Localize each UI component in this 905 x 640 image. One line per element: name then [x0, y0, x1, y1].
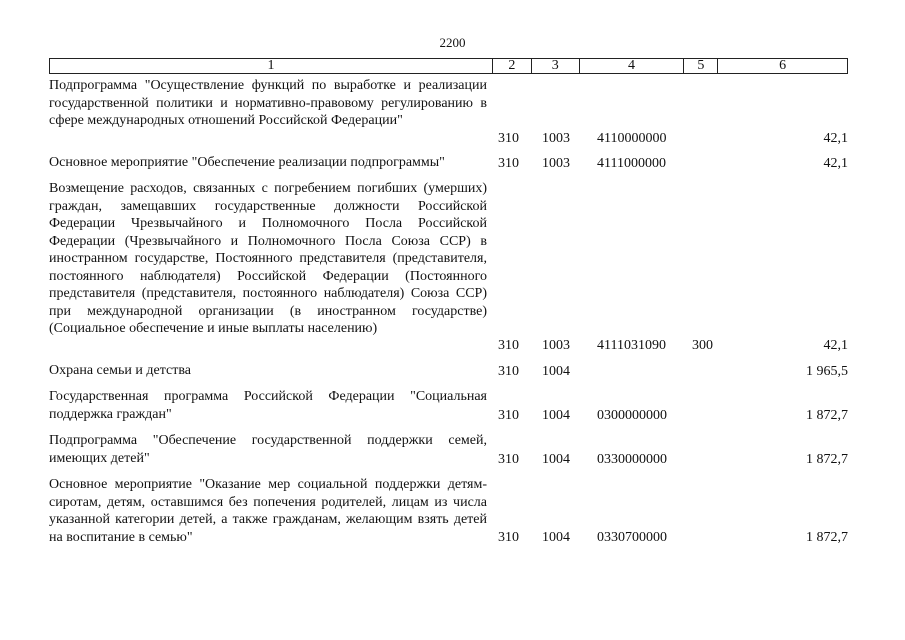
- table-row: [49, 476, 848, 546]
- table-row: [49, 154, 848, 172]
- row-description: Охрана семьи и детства: [49, 363, 191, 378]
- row-amount: 1 965,5: [806, 364, 848, 379]
- row-target-code: 4111000000: [597, 156, 666, 171]
- row-description: Подпрограмма "Осуществление функций по выработке и реализации государственной политики и нормативно-правовому регулированию в сфере международных отношений Российской Федерации": [49, 78, 487, 128]
- header-col-6: 6: [779, 58, 787, 73]
- row-target-code: 0330000000: [597, 452, 667, 467]
- row-amount: 42,1: [823, 338, 848, 353]
- row-subsection-code: 1003: [542, 131, 570, 146]
- row-section-code: 310: [498, 452, 519, 467]
- table-row: [49, 77, 848, 147]
- table-row: [49, 432, 848, 468]
- header-col-4: 4: [580, 59, 685, 73]
- row-description: Основное мероприятие "Оказание мер социальной поддержки детям-сиротам, детям, оставшимся без попечения родителей, лицам из числа указанной категории детей, а также гражданам, желающим взять детей на воспитание в семью": [49, 477, 487, 545]
- table-row: [49, 180, 848, 354]
- row-target-code: 0330700000: [597, 530, 667, 545]
- table-row: [49, 388, 848, 424]
- header-col-2: 2: [493, 59, 532, 73]
- row-amount: 1 872,7: [806, 530, 848, 545]
- row-subsection-code: 1004: [542, 530, 570, 545]
- header-col-1: 1: [50, 59, 493, 73]
- header-col-5: 5: [684, 59, 718, 73]
- row-description: Возмещение расходов, связанных с погребением погибших (умерших) граждан, замещавших государственные должности Российской Федерации Чрезвычайного и Полномочного Посла Российской Федерации (Чрезвычайного и Полномочного Посла Союза ССР) в иностранном государстве, Постоянного представителя (представителя, постоянного наблюдателя) Российской Федерации (Постоянного представителя (представителя, постоянного наблюдателя) Союза ССР) при международной организации (в иностранном государстве) (Социальное обеспечение и иные выплаты населению): [49, 181, 487, 336]
- table-row: [49, 362, 848, 380]
- row-subsection-code: 1003: [542, 338, 570, 353]
- row-section-code: 310: [498, 364, 519, 379]
- row-section-code: 310: [498, 338, 519, 353]
- row-section-code: 310: [498, 530, 519, 545]
- row-subsection-code: 1004: [542, 364, 570, 379]
- row-subsection-code: 1004: [542, 408, 570, 423]
- row-target-code: 4110000000: [597, 131, 667, 146]
- table-header: [49, 58, 848, 74]
- row-subsection-code: 1004: [542, 452, 570, 467]
- row-description: Подпрограмма "Обеспечение государственной поддержки семей, имеющих детей": [49, 433, 487, 466]
- row-expense-type: 300: [692, 338, 713, 353]
- row-subsection-code: 1003: [542, 156, 570, 171]
- row-amount: 42,1: [823, 156, 848, 171]
- row-section-code: 310: [498, 156, 519, 171]
- row-target-code: 4111031090: [597, 338, 666, 353]
- row-section-code: 310: [498, 408, 519, 423]
- row-description: Государственная программа Российской Федерации "Социальная поддержка граждан": [49, 389, 487, 422]
- header-col-3: 3: [532, 59, 580, 73]
- page-number: 2200: [439, 35, 466, 50]
- row-amount: 42,1: [823, 131, 848, 146]
- row-description: Основное мероприятие "Обеспечение реализации подпрограммы": [49, 155, 445, 170]
- row-amount: 1 872,7: [806, 452, 848, 467]
- row-section-code: 310: [498, 131, 519, 146]
- row-amount: 1 872,7: [806, 408, 848, 423]
- row-target-code: 0300000000: [597, 408, 667, 423]
